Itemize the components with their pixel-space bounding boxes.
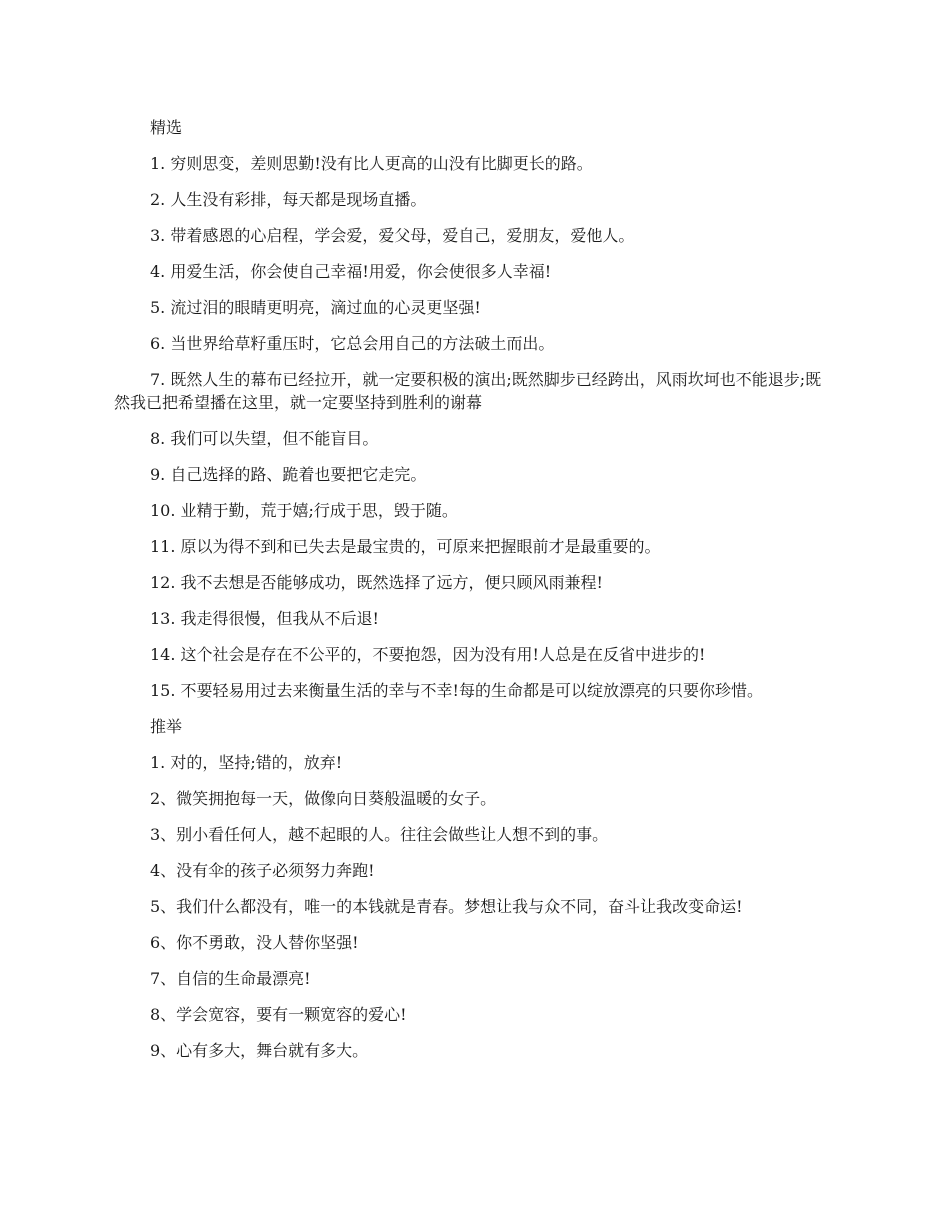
list-item <box>114 751 834 774</box>
list-item <box>114 332 834 355</box>
list-item <box>114 463 834 486</box>
list-item <box>114 499 834 522</box>
section-heading: 推举 <box>150 717 183 736</box>
list-item <box>114 368 834 414</box>
quote-text: 1. 穷则思变，差则思勤!没有比人更高的山没有比脚更长的路。 <box>150 154 593 173</box>
list-item <box>114 1003 834 1026</box>
list-item <box>114 895 834 918</box>
list-item <box>114 1039 834 1062</box>
quote-text: 1. 对的，坚持;错的，放弃! <box>150 753 343 772</box>
quote-text: 13. 我走得很慢，但我从不后退! <box>150 609 379 628</box>
list-item <box>114 188 834 211</box>
list-item <box>114 535 834 558</box>
quote-text: 4. 用爱生活，你会使自己幸福!用爱，你会使很多人幸福! <box>150 262 552 281</box>
list-item <box>114 679 834 702</box>
document-page <box>114 116 834 1062</box>
quote-text: 15. 不要轻易用过去来衡量生活的幸与不幸!每的生命都是可以绽放漂亮的只要你珍惜。 <box>150 681 763 700</box>
list-item <box>114 296 834 319</box>
quote-text: 3. 带着感恩的心启程，学会爱，爱父母，爱自己，爱朋友，爱他人。 <box>150 226 635 245</box>
list-item <box>114 152 834 175</box>
section-heading-selected <box>114 116 834 139</box>
quote-text: 7、自信的生命最漂亮! <box>150 969 311 988</box>
quote-text: 9、心有多大，舞台就有多大。 <box>150 1041 369 1060</box>
quote-text: 3、别小看任何人，越不起眼的人。往往会做些让人想不到的事。 <box>150 825 609 844</box>
list-item <box>114 859 834 882</box>
list-item <box>114 643 834 666</box>
quote-text: 14. 这个社会是存在不公平的，不要抱怨，因为没有用!人总是在反省中进步的! <box>150 645 706 664</box>
list-item <box>114 224 834 247</box>
list-item <box>114 823 834 846</box>
quote-text: 4、没有伞的孩子必须努力奔跑! <box>150 861 375 880</box>
quote-text: 2、微笑拥抱每一天，做像向日葵般温暖的女子。 <box>150 789 497 808</box>
quote-text: 11. 原以为得不到和已失去是最宝贵的，可原来把握眼前才是最重要的。 <box>150 537 661 556</box>
quote-text: 6. 当世界给草籽重压时，它总会用自己的方法破土而出。 <box>150 334 555 353</box>
list-item <box>114 571 834 594</box>
list-item <box>114 967 834 990</box>
quote-text: 6、你不勇敢，没人替你坚强! <box>150 933 359 952</box>
section-heading: 精选 <box>150 118 183 137</box>
quote-text: 12. 我不去想是否能够成功，既然选择了远方，便只顾风雨兼程! <box>150 573 603 592</box>
section-heading-recommended <box>114 715 834 738</box>
list-item <box>114 931 834 954</box>
list-item <box>114 427 834 450</box>
list-item <box>114 787 834 810</box>
quote-text: 5、我们什么都没有，唯一的本钱就是青春。梦想让我与众不同，奋斗让我改变命运! <box>150 897 743 916</box>
list-item <box>114 607 834 630</box>
quote-text: 7. 既然人生的幕布已经拉开，就一定要积极的演出;既然脚步已经跨出，风雨坎坷也不能退步;既然我已把希望播在这里，就一定要坚持到胜利的谢幕 <box>114 370 822 412</box>
quote-text: 9. 自己选择的路、跪着也要把它走完。 <box>150 465 427 484</box>
list-item <box>114 260 834 283</box>
quote-text: 5. 流过泪的眼睛更明亮，滴过血的心灵更坚强! <box>150 298 481 317</box>
quote-text: 10. 业精于勤，荒于嬉;行成于思，毁于随。 <box>150 501 458 520</box>
quote-text: 8、学会宽容，要有一颗宽容的爱心! <box>150 1005 407 1024</box>
quote-text: 8. 我们可以失望，但不能盲目。 <box>150 429 379 448</box>
quote-text: 2. 人生没有彩排，每天都是现场直播。 <box>150 190 427 209</box>
